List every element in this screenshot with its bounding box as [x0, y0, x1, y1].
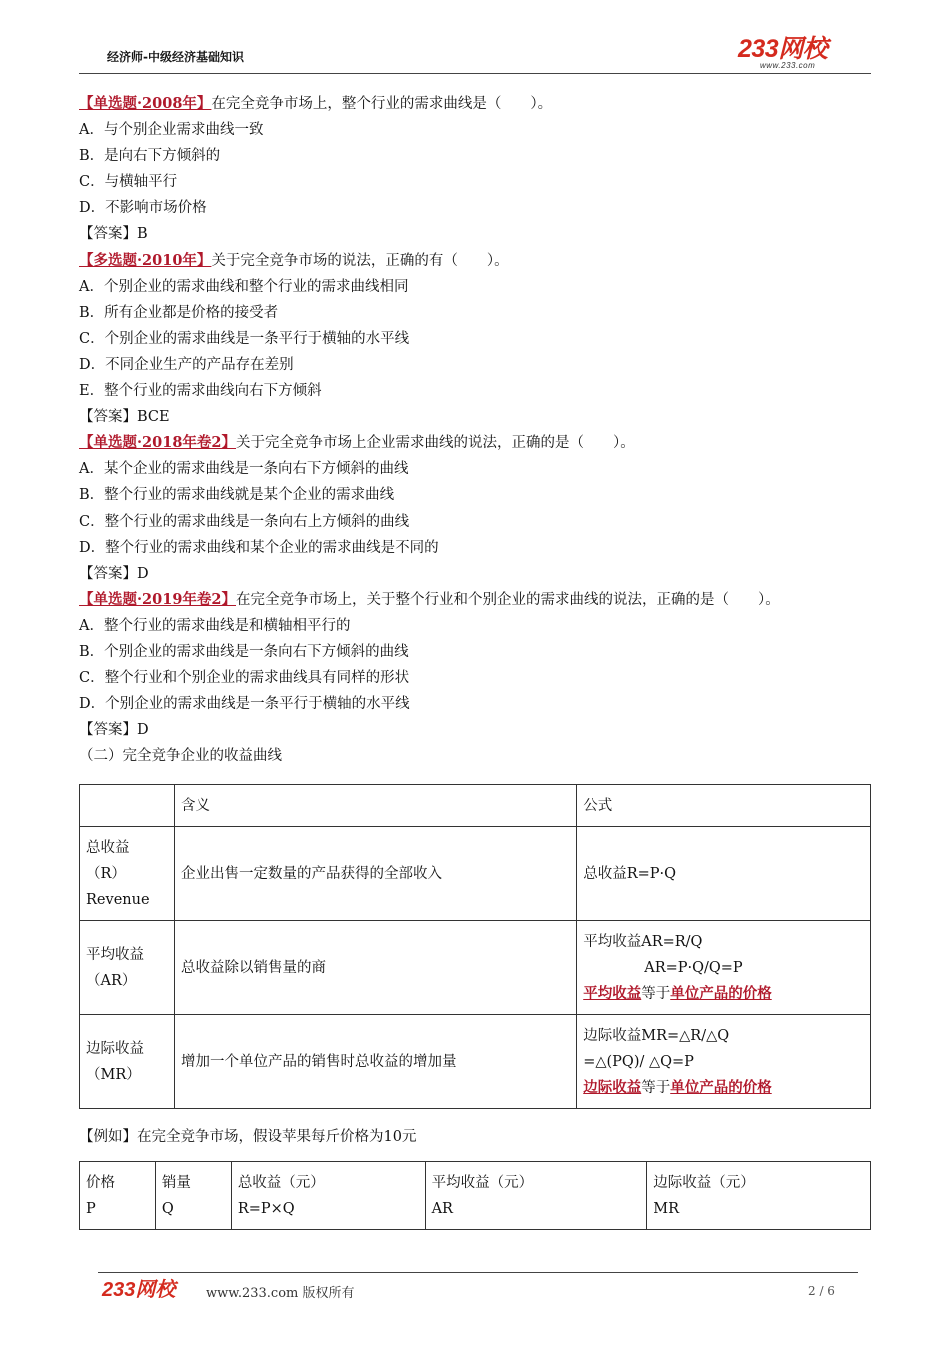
column-symbol: P	[86, 1200, 96, 1217]
formula-line: AR=P·Q/Q=P	[644, 959, 743, 976]
row-name-line: 平均收益	[86, 946, 144, 963]
note-highlight: 单位产品的价格	[670, 984, 772, 1002]
formula-line: 总收益R=P·Q	[583, 865, 677, 882]
column-header-cell	[425, 1162, 647, 1230]
row-meaning-cell: 增加一个单位产品的销售时总收益的增加量	[174, 1015, 576, 1109]
column-header-cell	[647, 1162, 871, 1230]
row-name-cell	[80, 827, 175, 921]
question-stem	[79, 91, 871, 117]
page-number: 2 / 6	[808, 1284, 835, 1298]
option: D．不同企业生产的产品存在差别	[79, 356, 294, 373]
note-text: 等于	[641, 985, 671, 1002]
table-header-cell	[80, 785, 175, 827]
option: C．个别企业的需求曲线是一条平行于横轴的水平线	[79, 330, 410, 347]
option: D．整个行业的需求曲线和某个企业的需求曲线是不同的	[79, 539, 439, 556]
row-name-line: 边际收益	[86, 1040, 144, 1057]
option: B．整个行业的需求曲线就是某个企业的需求曲线	[79, 487, 395, 504]
option: E．整个行业的需求曲线向右下方倾斜	[79, 383, 322, 400]
question-text: 在完全竞争市场上，整个行业的需求曲线是（ ）。	[211, 96, 553, 112]
row-formula-cell	[577, 921, 871, 1015]
brand-logo	[738, 36, 863, 76]
table-header-row	[80, 1162, 871, 1230]
question-text: 关于完全竞争市场上企业需求曲线的说法，正确的是（ ）。	[236, 435, 635, 452]
question-stem	[79, 430, 871, 456]
formula-line: 平均收益AR=R/Q	[583, 933, 703, 950]
revenue-curve-table	[79, 784, 871, 1109]
formula-note	[583, 1075, 864, 1101]
column-symbol: Q	[161, 1200, 174, 1217]
option: C．整个行业的需求曲线是一条向右上方倾斜的曲线	[79, 513, 410, 530]
column-label: 边际收益（元）	[653, 1174, 755, 1191]
option: B．个别企业的需求曲线是一条向右下方倾斜的曲线	[79, 643, 409, 660]
option: B．所有企业都是价格的接受者	[79, 304, 279, 321]
table-row	[80, 1015, 871, 1109]
option: A．与个别企业需求曲线一致	[79, 122, 264, 139]
row-formula-cell	[577, 1015, 871, 1109]
note-highlight: 单位产品的价格	[670, 1078, 772, 1096]
logo-main-text: 233网校	[738, 35, 828, 63]
question-stem	[79, 248, 871, 274]
answer: 【答案】B	[79, 226, 148, 243]
footer-logo: 233网校	[102, 1279, 176, 1301]
row-name-line: （MR）	[86, 1066, 141, 1083]
answer: 【答案】D	[79, 565, 149, 582]
row-name-line: 总收益	[86, 839, 130, 856]
question-tag: 【单选题·2008年】	[79, 95, 212, 112]
row-formula-cell	[577, 827, 871, 921]
column-symbol: R=P×Q	[237, 1200, 295, 1217]
column-label: 平均收益（元）	[431, 1174, 534, 1191]
column-header-cell	[80, 1162, 156, 1230]
row-meaning-cell: 总收益除以销售量的商	[174, 921, 576, 1015]
example-text: 【例如】在完全竞争市场，假设苹果每斤价格为10元	[79, 1129, 417, 1145]
example-table	[79, 1161, 871, 1230]
option: D．不影响市场价格	[79, 200, 207, 217]
row-name-line: （AR）	[86, 972, 137, 989]
table-header-cell: 公式	[577, 785, 871, 827]
table-header-row	[80, 785, 871, 827]
formula-note	[583, 981, 864, 1007]
column-header-cell	[155, 1162, 231, 1230]
option: A．个别企业的需求曲线和整个行业的需求曲线相同	[79, 278, 409, 295]
row-name-line: （R）	[86, 865, 126, 882]
option: A．某个企业的需求曲线是一条向右下方倾斜的曲线	[79, 461, 409, 478]
option: A．整个行业的需求曲线是和横轴相平行的	[79, 617, 351, 634]
column-label: 价格	[86, 1174, 115, 1191]
row-meaning-cell: 企业出售一定数量的产品获得的全部收入	[174, 827, 576, 921]
question-text: 在完全竞争市场上，关于整个行业和个别企业的需求曲线的说法，正确的是（ ）。	[236, 591, 780, 608]
header-divider	[79, 73, 871, 74]
footer-divider	[98, 1272, 858, 1273]
section-title: （二）完全竞争企业的收益曲线	[79, 748, 282, 765]
table-header-cell: 含义	[174, 785, 576, 827]
question-tag: 【单选题·2018年卷2】	[79, 434, 236, 452]
column-label: 总收益（元）	[237, 1174, 325, 1191]
logo-url-text: www.233.com	[760, 61, 816, 70]
footer-copyright: www.233.com 版权所有	[206, 1286, 355, 1301]
column-header-cell	[231, 1162, 425, 1230]
row-name-cell	[80, 1015, 175, 1109]
answer: 【答案】D	[79, 722, 149, 739]
option: C．整个行业和个别企业的需求曲线具有同样的形状	[79, 670, 410, 687]
note-text: 等于	[641, 1079, 671, 1096]
document-header-title: 经济师-中级经济基础知识	[107, 50, 244, 64]
formula-line: =△(PQ)/ △Q=P	[583, 1053, 694, 1070]
answer: 【答案】BCE	[79, 409, 170, 426]
row-name-cell	[80, 921, 175, 1015]
question-list	[79, 91, 871, 769]
option: C．与横轴平行	[79, 174, 178, 191]
note-highlight: 边际收益	[583, 1078, 642, 1096]
note-highlight: 平均收益	[583, 984, 642, 1002]
table-row	[80, 921, 871, 1015]
option: B．是向右下方倾斜的	[79, 148, 221, 165]
table-row	[80, 827, 871, 921]
question-text: 关于完全竞争市场的说法，正确的有（ ）。	[211, 252, 509, 269]
row-name-line: Revenue	[86, 891, 150, 908]
column-symbol: MR	[653, 1200, 680, 1217]
column-symbol: AR	[431, 1200, 453, 1217]
formula-line: 边际收益MR=△R/△Q	[583, 1027, 730, 1044]
question-tag: 【单选题·2019年卷2】	[79, 590, 236, 608]
question-stem	[79, 587, 871, 613]
question-tag: 【多选题·2010年】	[79, 251, 212, 269]
option: D．个别企业的需求曲线是一条平行于横轴的水平线	[79, 696, 410, 713]
column-label: 销量	[161, 1174, 191, 1191]
